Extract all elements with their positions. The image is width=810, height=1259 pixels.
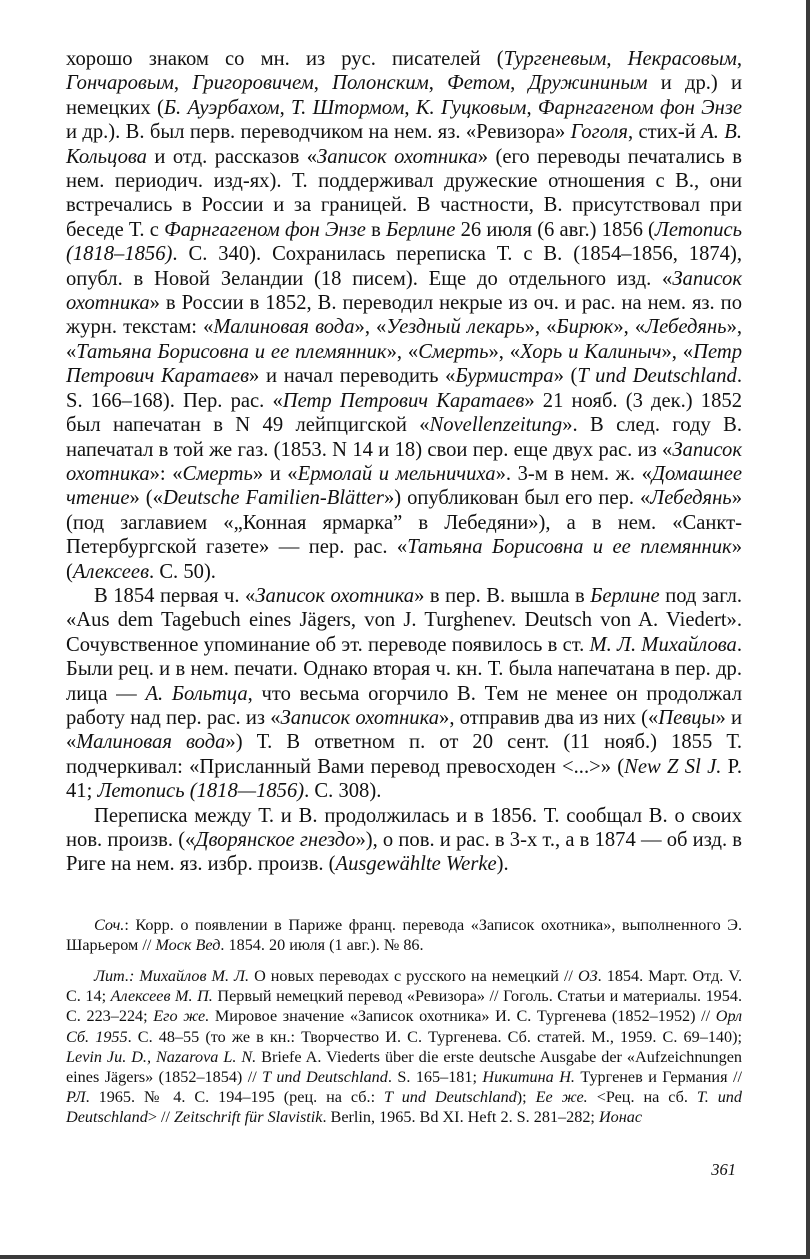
literature-text: Лит.: Михайлов М. Л. О новых переводах с русского на немецкий // ОЗ. 1854. Март. Отд. V. С. 14; Алексеев М. П. Первый немецкий перевод «Ревизора» // Гоголь. Статьи и материалы. 1954. С. 223–224; Его же. Мировое значение «Записок охотника» И. С. Тургенева (1852–1952) // Орл Сб. 1955. С. 48–55 (то же в кн.: Творчество И. С. Тургенева. Сб. статей. М., 1959. С. 69–140); Levin Ju. D., Nazarova L. N. Briefe A. Viederts über die erste deutsche Ausgabe der «Aufzeichnungen eines Jägers» (1852–1854) // T und Deutschland. S. 165–181; Никитина Н. Тургенев и Германия // РЛ. 1965. № 4. С. 194–195 (рец. на сб.: T und Deutschland); Ее же. <Рец. на сб. T. und Deutschland> // Zeitschrift für Slavistik. Berlin, 1965. Bd XI. Heft 2. S. 281–282; Ионас	[66, 967, 743, 1127]
works-text: Соч.: Корр. о появлении в Париже франц. перевода «Записок охотника», выполненного Э. Шарьером // Моск Вед. 1854. 20 июля (1 авг.). № 86.	[66, 916, 742, 955]
page-number: 361	[711, 1160, 736, 1179]
paragraph-3: Переписка между Т. и В. продолжилась и в 1856. Т. сообщал В. о своих нов. произв. («Дворянское гнездо»), о пов. и рас. в 3-х т., а в 1874 — об изд. в Риге на нем. яз. избр. произв. (Ausgewählte Werke).	[66, 804, 742, 876]
main-text	[66, 47, 742, 877]
paragraph-2: В 1854 первая ч. «Записок охотника» в пер. В. вышла в Берлине под загл. «Aus dem Tagebuch eines Jägers, von J. Turghenev. Deutsch von A. Viedert». Сочувственное упоминание об эт. переводе появилось в ст. М. Л. Михайлова. Были рец. и в нем. печати. Однако вторая ч. кн. Т. была напечатана в пер. др. лица — А. Больтца, что весьма огорчило В. Тем не менее он продолжал работу над пер. рас. из «Записок охотника», отправив два из них («Певцы» и «Малиновая вода») Т. В ответном п. от 20 сент. (11 нояб.) 1855 Т. подчеркивал: «Присланный Вами перевод превосходен <...>» (New Z Sl J. P. 41; Летопись (1818—1856). С. 308).	[66, 584, 743, 803]
works-note	[66, 915, 742, 955]
literature-note	[66, 966, 742, 1128]
paragraph-1: хорошо знаком со мн. из рус. писателей (Тургеневым, Некрасовым, Гончаровым, Григоровичем, Полонским, Фетом, Дружининым и др.) и немецких (Б. Ауэрбахом, Т. Штормом, К. Гуцковым, Фарнгагеном фон Энзе и др.). В. был перв. переводчиком на нем. яз. «Ревизора» Гоголя, стих-й А. В. Кольцова и отд. рассказов «Записок охотника» (его переводы печатались в нем. периодич. изд-ях). Т. поддерживал дружеские отношения с В., они встречались в России и за границей. В частности, В. присутствовал при беседе Т. с Фарнгагеном фон Энзе в Берлине 26 июля (6 авг.) 1856 (Летопись (1818–1856). С. 340). Сохранилась переписка Т. с В. (1854–1856, 1874), опубл. в Новой Зеландии (18 писем). Еще до отдельного изд. «Записок охотника» в России в 1852, В. переводил некрые из оч. и рас. на нем. яз. по журн. текстам: «Малиновая вода», «Уездный лекарь», «Бирюк», «Лебедянь», «Татьяна Борисовна и ее племянник», «Смерть», «Хорь и Калиныч», «Петр Петрович Каратаев» и начал переводить «Бурмистра» (T und Deutschland. S. 166–168). Пер. рас. «Петр Петрович Каратаев» 21 нояб. (3 дек.) 1852 был напечатан в N 49 лейпцигской «Novellenzeitung». В след. году В. напечатал в той же газ. (1853. N 14 и 18) свои пер. еще двух рас. из «Записок охотника»: «Смерть» и «Ермолай и мельничиха». 3-м в нем. ж. «Домашнее чтение» («Deutsche Familien-Blätter») опубликован был его пер. «Лебедянь» (под заглавием «„Конная ярмарка” в Лебедяни»), а в нем. «Санкт-Петербургской газете» — пер. рас. «Татьяна Борисовна и ее племянник» (Алексеев. С. 50).	[66, 48, 743, 583]
